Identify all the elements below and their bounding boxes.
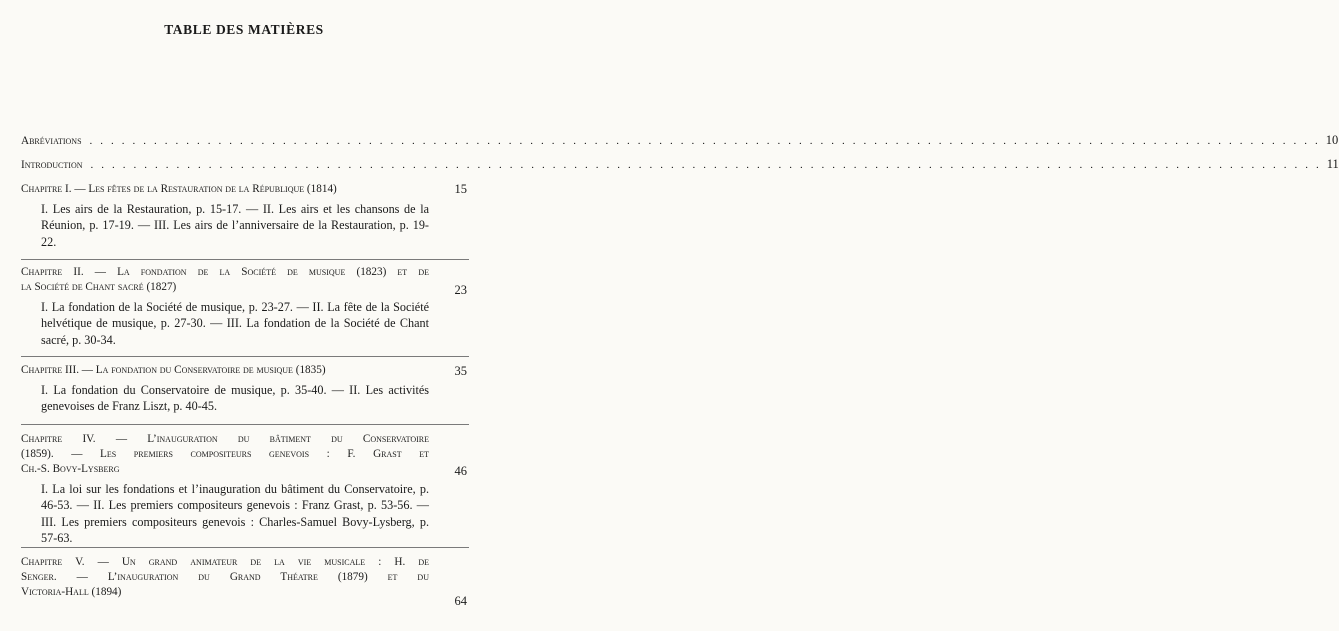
chapter-heading-line: Senger. — L’inauguration du Grand Théatre (1879) et du: [21, 571, 429, 583]
page-number: 35: [454, 364, 467, 378]
toc-entry-chapter-4[interactable]: [21, 432, 469, 547]
entry-label: Abréviations: [21, 135, 82, 147]
page-number: 11: [1326, 157, 1339, 171]
divider: [21, 547, 469, 548]
chapter-heading-line: Victoria-Hall (1894): [21, 586, 122, 598]
chapter-heading: Chapitre III. — La fondation du Conservatoire de musique (1835): [21, 364, 326, 376]
toc-entry-chapter-1[interactable]: [21, 182, 469, 250]
dot-leader: ...................................................................................................................: [90, 159, 1327, 171]
page-number: 23: [454, 283, 467, 297]
page-number: 15: [454, 182, 467, 196]
divider: [21, 424, 469, 425]
page-title: TABLE DES MATIÈRES: [164, 22, 324, 37]
chapter-heading-line: Chapitre II. — La fondation de la Société de musique (1823) et de: [21, 266, 429, 278]
toc-entry-chapter-5[interactable]: [21, 555, 469, 608]
divider: [21, 356, 469, 357]
entry-label: Introduction: [21, 159, 83, 171]
toc-entry-chapter-3[interactable]: [21, 363, 469, 415]
chapter-subsections: I. Les airs de la Restauration, p. 15-17. — II. Les airs et les chansons de la Réunion, p. 17-19. — III. Les airs de l’anniversaire de la Restauration, p. 19-22.: [41, 202, 429, 249]
page-number: 10: [1325, 133, 1339, 147]
page-number: 46: [454, 464, 467, 478]
chapter-heading-line: Ch.-S. Bovy-Lysberg: [21, 463, 120, 475]
chapter-heading-line: (1859). — Les premiers compositeurs genevois : F. Grast et: [21, 448, 429, 460]
toc-entry-abreviations[interactable]: [21, 133, 1339, 149]
chapter-heading-line: Chapitre V. — Un grand animateur de la vie musicale : H. de: [21, 556, 429, 568]
chapter-subsections: I. La fondation de la Société de musique, p. 23-27. — II. La fête de la Société helvétique de musique, p. 27-30. — III. La fondation de la Société de Chant sacré, p. 30-34.: [41, 300, 429, 347]
chapter-heading-line: la Société de Chant sacré (1827): [21, 281, 177, 293]
toc-entry-introduction[interactable]: [21, 157, 1339, 173]
chapter-subsections: I. La fondation du Conservatoire de musique, p. 35-40. — II. Les activités genevoises de Franz Liszt, p. 40-45.: [41, 383, 429, 414]
chapter-subsections: I. La loi sur les fondations et l’inauguration du bâtiment du Conservatoire, p. 46-53. — II. Les premiers compositeurs genevois : Franz Grast, p. 53-56. — III. Les premiers compositeurs genevois : Charles-Samuel Bovy-Lysberg, p. 57-63.: [41, 482, 429, 546]
chapter-heading-line: Chapitre IV. — L’inauguration du bâtiment du Conservatoire: [21, 433, 429, 445]
toc-entry-chapter-2[interactable]: [21, 265, 469, 348]
divider: [21, 259, 469, 260]
dot-leader: ...................................................................................................................: [89, 135, 1326, 147]
page-number: 64: [454, 594, 467, 608]
chapter-heading: Chapitre I. — Les fêtes de la Restauration de la République (1814): [21, 183, 337, 195]
